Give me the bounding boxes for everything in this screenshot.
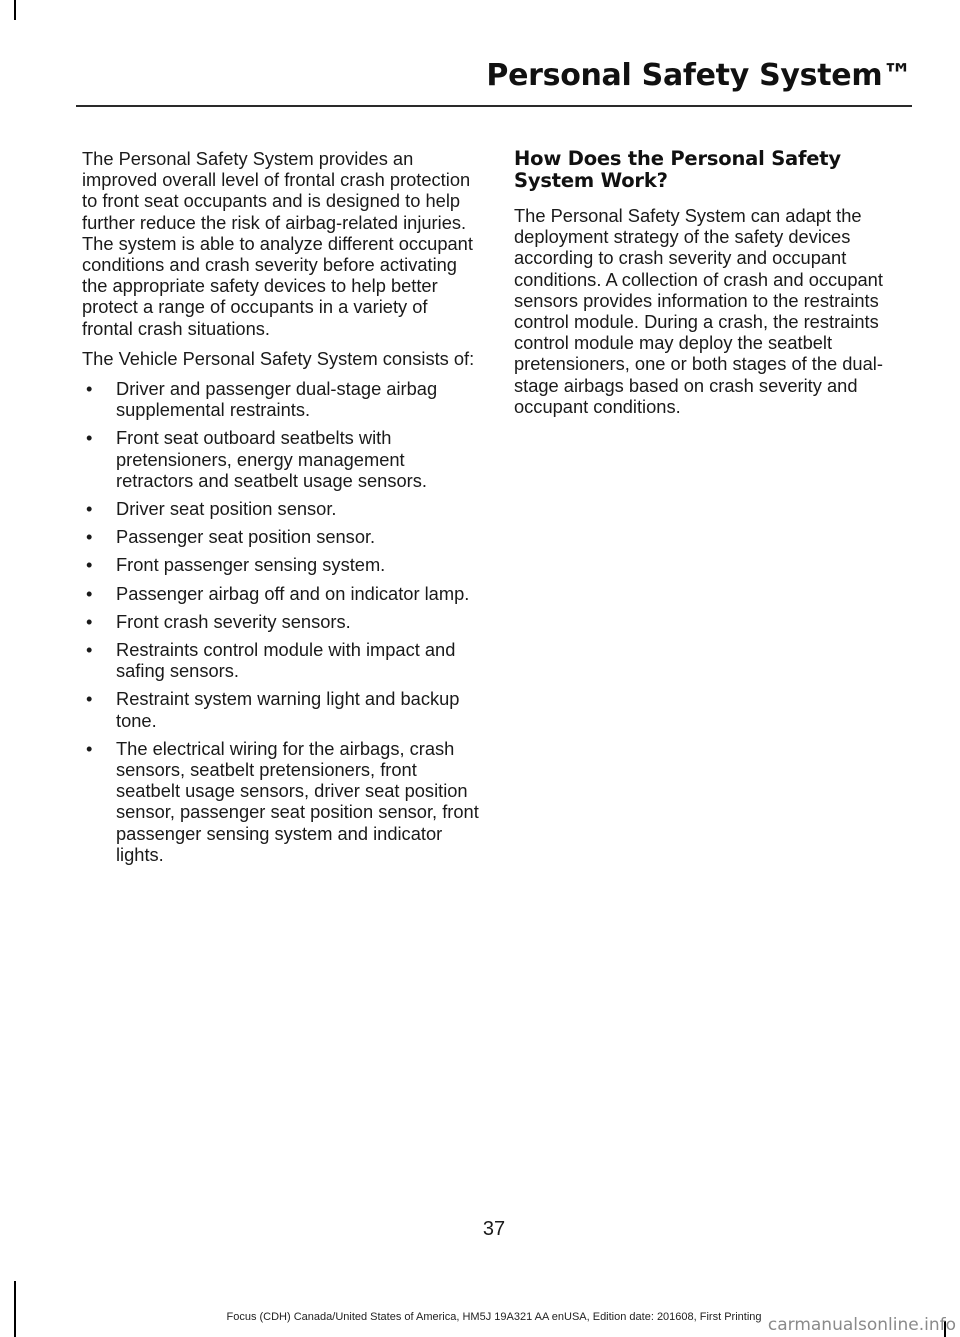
bullet-marker: •: [86, 378, 93, 400]
list-item: [82, 639, 480, 681]
list-item-text: Driver and passenger dual-stage airbag supplemental restraints.: [116, 378, 438, 421]
list-item-text: The electrical wiring for the airbags, crash sensors, seatbelt pretensioners, front seatbelt usage sensors, driver seat position sensor, passenger seat position sensor, front passenger sensing system and indicator lights.: [116, 737, 479, 865]
list-item: [82, 738, 480, 865]
list-item-text: Restraint system warning light and backup tone.: [116, 688, 460, 731]
list-item: [82, 498, 480, 519]
consists-of-paragraph: The Vehicle Personal Safety System consists of:: [82, 347, 475, 369]
bullet-marker: •: [86, 526, 93, 548]
list-item: [82, 688, 480, 730]
left-column: [82, 148, 480, 872]
watermark: carmanualsonline.info: [767, 1315, 956, 1335]
list-item: [82, 378, 480, 420]
bullet-marker: •: [86, 688, 93, 710]
bullet-marker: •: [86, 427, 93, 449]
list-item-text: Front seat outboard seatbelts with pretensioners, energy management retractors and seatbelt usage sensors.: [116, 427, 427, 491]
bullet-marker: •: [86, 582, 93, 604]
page-title: Personal Safety System™: [486, 58, 912, 93]
list-item-text: Passenger seat position sensor.: [116, 526, 376, 548]
bullet-marker: •: [86, 498, 93, 520]
header-divider: [76, 105, 912, 107]
list-item-text: Passenger airbag off and on indicator lamp.: [116, 582, 470, 604]
edition-footer: Focus (CDH) Canada/United States of America, HM5J 19A321 AA enUSA, Edition date: 201608, First Printing: [226, 1311, 762, 1323]
list-item: [82, 583, 480, 604]
list-item-text: Front crash severity sensors.: [116, 610, 351, 632]
list-item: [82, 611, 480, 632]
section-heading: How Does the Personal Safety System Work?: [514, 147, 841, 192]
list-item-text: Driver seat position sensor.: [116, 498, 337, 520]
crop-mark-top-left: [14, 0, 16, 20]
bullet-marker: •: [86, 554, 93, 576]
bullet-marker: •: [86, 610, 93, 632]
list-item-text: Front passenger sensing system.: [116, 554, 386, 576]
list-item: [82, 427, 480, 491]
bullet-marker: •: [86, 639, 93, 661]
list-item: [82, 554, 480, 575]
right-column: [514, 148, 914, 426]
how-it-works-paragraph: The Personal Safety System can adapt the deployment strategy of the safety devices according to crash severity and occupant conditions. A collection of crash and occupant sensors provides information to the restraints control module. During a crash, the restraints control module may deploy the seatbelt pretensioners, one or both stages of the dual-stage airbags based on crash severity and occupant conditions.: [514, 205, 883, 417]
list-item: [82, 526, 480, 547]
list-item-text: Restraints control module with impact and safing sensors.: [116, 639, 456, 682]
intro-paragraph: The Personal Safety System provides an improved overall level of frontal crash protection to front seat occupants and is designed to help further reduce the risk of airbag-related injuries. The system is able to analyze different occupant conditions and crash severity before activating the appropriate safety devices to help better protect a range of occupants in a variety of frontal crash situations.: [82, 148, 473, 339]
component-list: [82, 378, 480, 865]
crop-mark-bottom-left: [14, 1281, 16, 1337]
page-number: 37: [482, 1218, 506, 1240]
bullet-marker: •: [86, 737, 93, 759]
